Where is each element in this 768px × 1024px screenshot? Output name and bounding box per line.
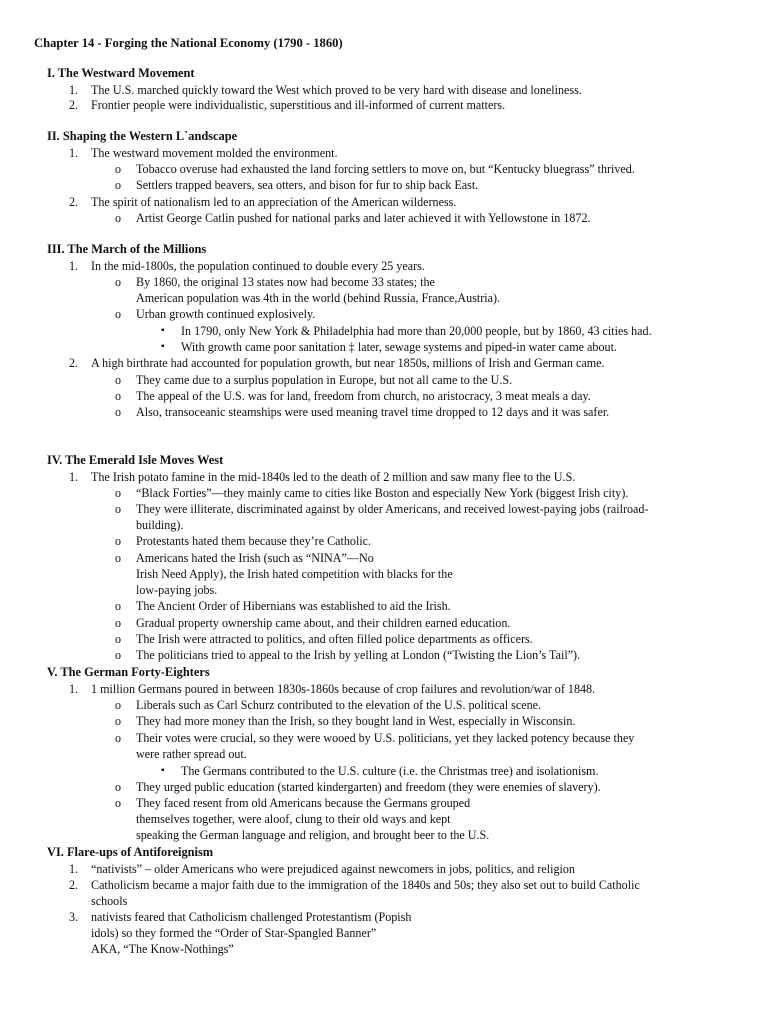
list-number: 1. [69, 862, 79, 876]
sub-list-item: They urged public education (started kindergarten) and freedom (they were enemies of slavery). [136, 780, 601, 794]
circle-bullet-icon: o [115, 307, 122, 321]
section-heading-march-of-millions: III. The March of the Millions [47, 242, 207, 256]
list-item-continued: AKA, “The Know-Nothings” [91, 942, 234, 956]
sub-list-item: Settlers trapped beavers, sea otters, and bison for fur to ship back East. [136, 178, 479, 192]
circle-bullet-icon: o [115, 796, 122, 810]
sub-list-item: By 1860, the original 13 states now had become 33 states; the [136, 275, 435, 289]
list-item: 1 million Germans poured in between 1830s-1860s because of crop failures and revolution/war of 1848. [91, 682, 596, 696]
list-item: A high birthrate had accounted for population growth, but near 1850s, millions of Irish and German came. [91, 356, 605, 370]
list-number: 3. [69, 910, 79, 924]
circle-bullet-icon: o [115, 714, 122, 728]
circle-bullet-icon: o [115, 698, 122, 712]
list-item-continued: idols) so they formed the “Order of Star-Spangled Banner” [91, 926, 377, 940]
list-number: 2. [69, 195, 79, 209]
circle-bullet-icon: o [115, 389, 122, 403]
list-number: 2. [69, 98, 79, 112]
sub-list-item: “Black Forties”—they mainly came to cities like Boston and especially New York (biggest Irish city). [136, 486, 629, 500]
square-bullet-icon: ▪ [161, 341, 165, 352]
circle-bullet-icon: o [115, 373, 122, 387]
circle-bullet-icon: o [115, 502, 122, 516]
list-number: 1. [69, 682, 79, 696]
section-heading-western-landscape: II. Shaping the Western L`andscape [47, 129, 238, 143]
list-number: 1. [69, 146, 79, 160]
sub-list-item: Artist George Catlin pushed for national parks and later achieved it with Yellowstone in 1872. [136, 211, 591, 225]
sub-list-item: The Irish were attracted to politics, and often filled police departments as officers. [136, 632, 533, 646]
section-heading-antiforeignism: VI. Flare-ups of Antiforeignism [47, 845, 214, 859]
square-bullet-icon: ▪ [161, 325, 165, 336]
circle-bullet-icon: o [115, 486, 122, 500]
sub-list-item-continued: building). [136, 518, 184, 532]
chapter-title: Chapter 14 - Forging the National Economy (1790 - 1860) [34, 36, 343, 50]
circle-bullet-icon: o [115, 780, 122, 794]
sub-list-item: Their votes were crucial, so they were wooed by U.S. politicians, yet they lacked potency because they [136, 731, 635, 745]
circle-bullet-icon: o [115, 731, 122, 745]
list-number: 1. [69, 83, 79, 97]
circle-bullet-icon: o [115, 162, 122, 176]
sub-list-item: Tobacco overuse had exhausted the land forcing settlers to move on, but “Kentucky bluegrass” thrived. [136, 162, 635, 176]
sub-list-item: Americans hated the Irish (such as “NINA”—No [136, 551, 374, 565]
circle-bullet-icon: o [115, 632, 122, 646]
sub-list-item-continued: American population was 4th in the world (behind Russia, France,Austria). [136, 291, 501, 305]
sub-list-item-continued: were rather spread out. [136, 747, 247, 761]
sub-list-item: They faced resent from old Americans because the Germans grouped [136, 796, 471, 810]
list-item: In the mid-1800s, the population continued to double every 25 years. [91, 259, 425, 273]
sub-list-item: The appeal of the U.S. was for land, freedom from church, no aristocracy, 3 meat meals a day. [136, 389, 591, 403]
circle-bullet-icon: o [115, 405, 122, 419]
sub-list-item-continued: low-paying jobs. [136, 583, 218, 597]
list-item: Catholicism became a major faith due to the immigration of the 1840s and 50s; they also set out to build Catholic [91, 878, 640, 892]
list-number: 1. [69, 259, 79, 273]
list-number: 2. [69, 878, 79, 892]
section-heading-westward-movement: I. The Westward Movement [47, 66, 195, 80]
list-item-continued: schools [91, 894, 128, 908]
sub-list-item: Gradual property ownership came about, and their children earned education. [136, 616, 511, 630]
sub-list-item: They came due to a surplus population in Europe, but not all came to the U.S. [136, 373, 513, 387]
sub-list-item: They were illiterate, discriminated against by older Americans, and received lowest-paying jobs (railroad- [136, 502, 649, 516]
sub-sub-list-item: In 1790, only New York & Philadelphia had more than 20,000 people, but by 1860, 43 cities had. [181, 324, 652, 338]
circle-bullet-icon: o [115, 616, 122, 630]
sub-list-item: Protestants hated them because they’re Catholic. [136, 534, 372, 548]
sub-list-item-continued: speaking the German language and religion, and brought beer to the U.S. [136, 828, 490, 842]
sub-list-item-continued: Irish Need Apply), the Irish hated competition with blacks for the [136, 567, 453, 581]
circle-bullet-icon: o [115, 211, 122, 225]
sub-sub-list-item: The Germans contributed to the U.S. culture (i.e. the Christmas tree) and isolationism. [181, 764, 599, 778]
sub-list-item: The Ancient Order of Hibernians was established to aid the Irish. [136, 599, 451, 613]
circle-bullet-icon: o [115, 648, 122, 662]
list-number: 2. [69, 356, 79, 370]
list-item: Frontier people were individualistic, superstitious and ill-informed of current matters. [91, 98, 506, 112]
circle-bullet-icon: o [115, 534, 122, 548]
circle-bullet-icon: o [115, 551, 122, 565]
sub-list-item: The politicians tried to appeal to the Irish by yelling at London (“Twisting the Lion’s Tail”). [136, 648, 581, 662]
section-heading-german-forty-eighters: V. The German Forty-Eighters [47, 665, 210, 679]
section-heading-emerald-isle: IV. The Emerald Isle Moves West [47, 453, 224, 467]
list-item: nativists feared that Catholicism challenged Protestantism (Popish [91, 910, 412, 924]
circle-bullet-icon: o [115, 599, 122, 613]
sub-list-item: Also, transoceanic steamships were used meaning travel time dropped to 12 days and it was safer. [136, 405, 610, 419]
list-item: The U.S. marched quickly toward the West which proved to be very hard with disease and loneliness. [91, 83, 582, 97]
circle-bullet-icon: o [115, 275, 122, 289]
square-bullet-icon: ▪ [161, 765, 165, 776]
sub-list-item: They had more money than the Irish, so they bought land in West, especially in Wisconsin. [136, 714, 576, 728]
list-item: The westward movement molded the environment. [91, 146, 338, 160]
sub-list-item: Urban growth continued explosively. [136, 307, 316, 321]
list-item: The spirit of nationalism led to an appreciation of the American wilderness. [91, 195, 457, 209]
list-item: “nativists” – older Americans who were prejudiced against newcomers in jobs, politics, and religion [91, 862, 575, 876]
sub-sub-list-item: With growth came poor sanitation ‡ later, sewage systems and piped-in water came about. [181, 340, 617, 354]
list-item: The Irish potato famine in the mid-1840s led to the death of 2 million and saw many flee to the U.S. [91, 470, 576, 484]
circle-bullet-icon: o [115, 178, 122, 192]
sub-list-item-continued: themselves together, were aloof, clung to their old ways and kept [136, 812, 451, 826]
list-number: 1. [69, 470, 79, 484]
sub-list-item: Liberals such as Carl Schurz contributed to the elevation of the U.S. political scene. [136, 698, 542, 712]
